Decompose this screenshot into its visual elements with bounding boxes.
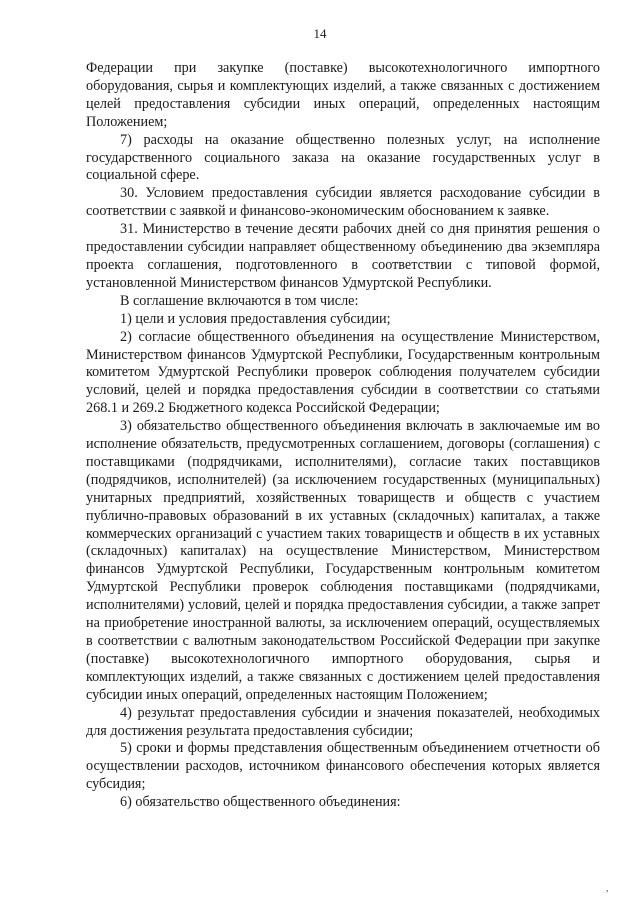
page-number: 14 — [313, 26, 327, 41]
paragraph-item-4: 4) результат предоставления субсидии и значения показателей, необходимых для достижения результата предоставления субсидии; — [86, 704, 600, 739]
paragraph-item-5: 5) сроки и формы представления общественным объединением отчетности об осуществлении расходов, источником финансового обеспечения которых является субсидия; — [86, 740, 600, 793]
paragraph-clause-31: 31. Министерство в течение десяти рабочих дней со дня принятия решения о предоставлении субсидии направляет общественному объединению два экземпляра проекта соглашения, подготовленного в соответствии с типовой формой, установленной Министерством финансов Удмуртской Республики. — [86, 221, 600, 291]
paragraph-item-2: 2) согласие общественного объединения на осуществление Министерством, Министерством финансов Удмуртской Республики, Государственным контрольным комитетом Удмуртской Республики проверок соблюдения получателем субсидии условий, целей и порядка предоставления субсидии в соответствии со статьями 268.1 и 269.2 Бюджетного кодекса Российской Федерации; — [86, 328, 600, 417]
paragraph-agreement-intro: В соглашение включаются в том числе: — [120, 292, 359, 309]
paragraph-item-1: 1) цели и условия предоставления субсидии; — [120, 310, 391, 327]
paragraph-item-3: 3) обязательство общественного объединения включать в заключаемые им во исполнение обязательств, предусмотренных соглашением, договоры (соглашения) с поставщиками (подрядчиками, исполнителями), согласие таких поставщиков (подрядчиков, исполнителей) (за исключением государственных (муниципальных) унитарных предприятий, хозяйственных товариществ и обществ с участием публично-правовых образований в их уставных (складочных) капиталах, а также коммерческих организаций с участием таких товариществ и обществ в их уставных (складочных) капиталах) на осуществление Министерством, Министерством финансов Удмуртской Республики, Государственным контрольным комитетом Удмуртской Республики проверок соблюдения поставщиками (подрядчиками, исполнителями) условий, целей и порядка предоставления субсидии, а также запрет на приобретение иностранной валюты, за исключением операций, осуществляемых в соответствии с валютным законодательством Российской Федерации при закупке (поставке) высокотехнологичного импортного оборудования, сырья и комплектующих изделий, а также связанных с достижением целей предоставления субсидии иных операций, определенных настоящим Положением; — [86, 418, 600, 703]
scan-mark: , — [606, 883, 609, 894]
paragraph: Федерации при закупке (поставке) высокотехнологичного импортного оборудования, сырья и комплектующих изделий, а также связанных с достижением целей предоставления субсидии иных операций, определенных настоящим Положением; — [86, 60, 600, 130]
paragraph-item-6: 6) обязательство общественного объединения: — [120, 794, 401, 811]
paragraph-item-7: 7) расходы на оказание общественно полезных услуг, на исполнение государственного социального заказа на оказание государственных услуг в социальной сфере. — [86, 131, 600, 184]
paragraph-clause-30: 30. Условием предоставления субсидии является расходование субсидии в соответствии с заявкой и финансово-экономическим обоснованием к заявке. — [86, 185, 600, 220]
document-body — [86, 60, 600, 812]
